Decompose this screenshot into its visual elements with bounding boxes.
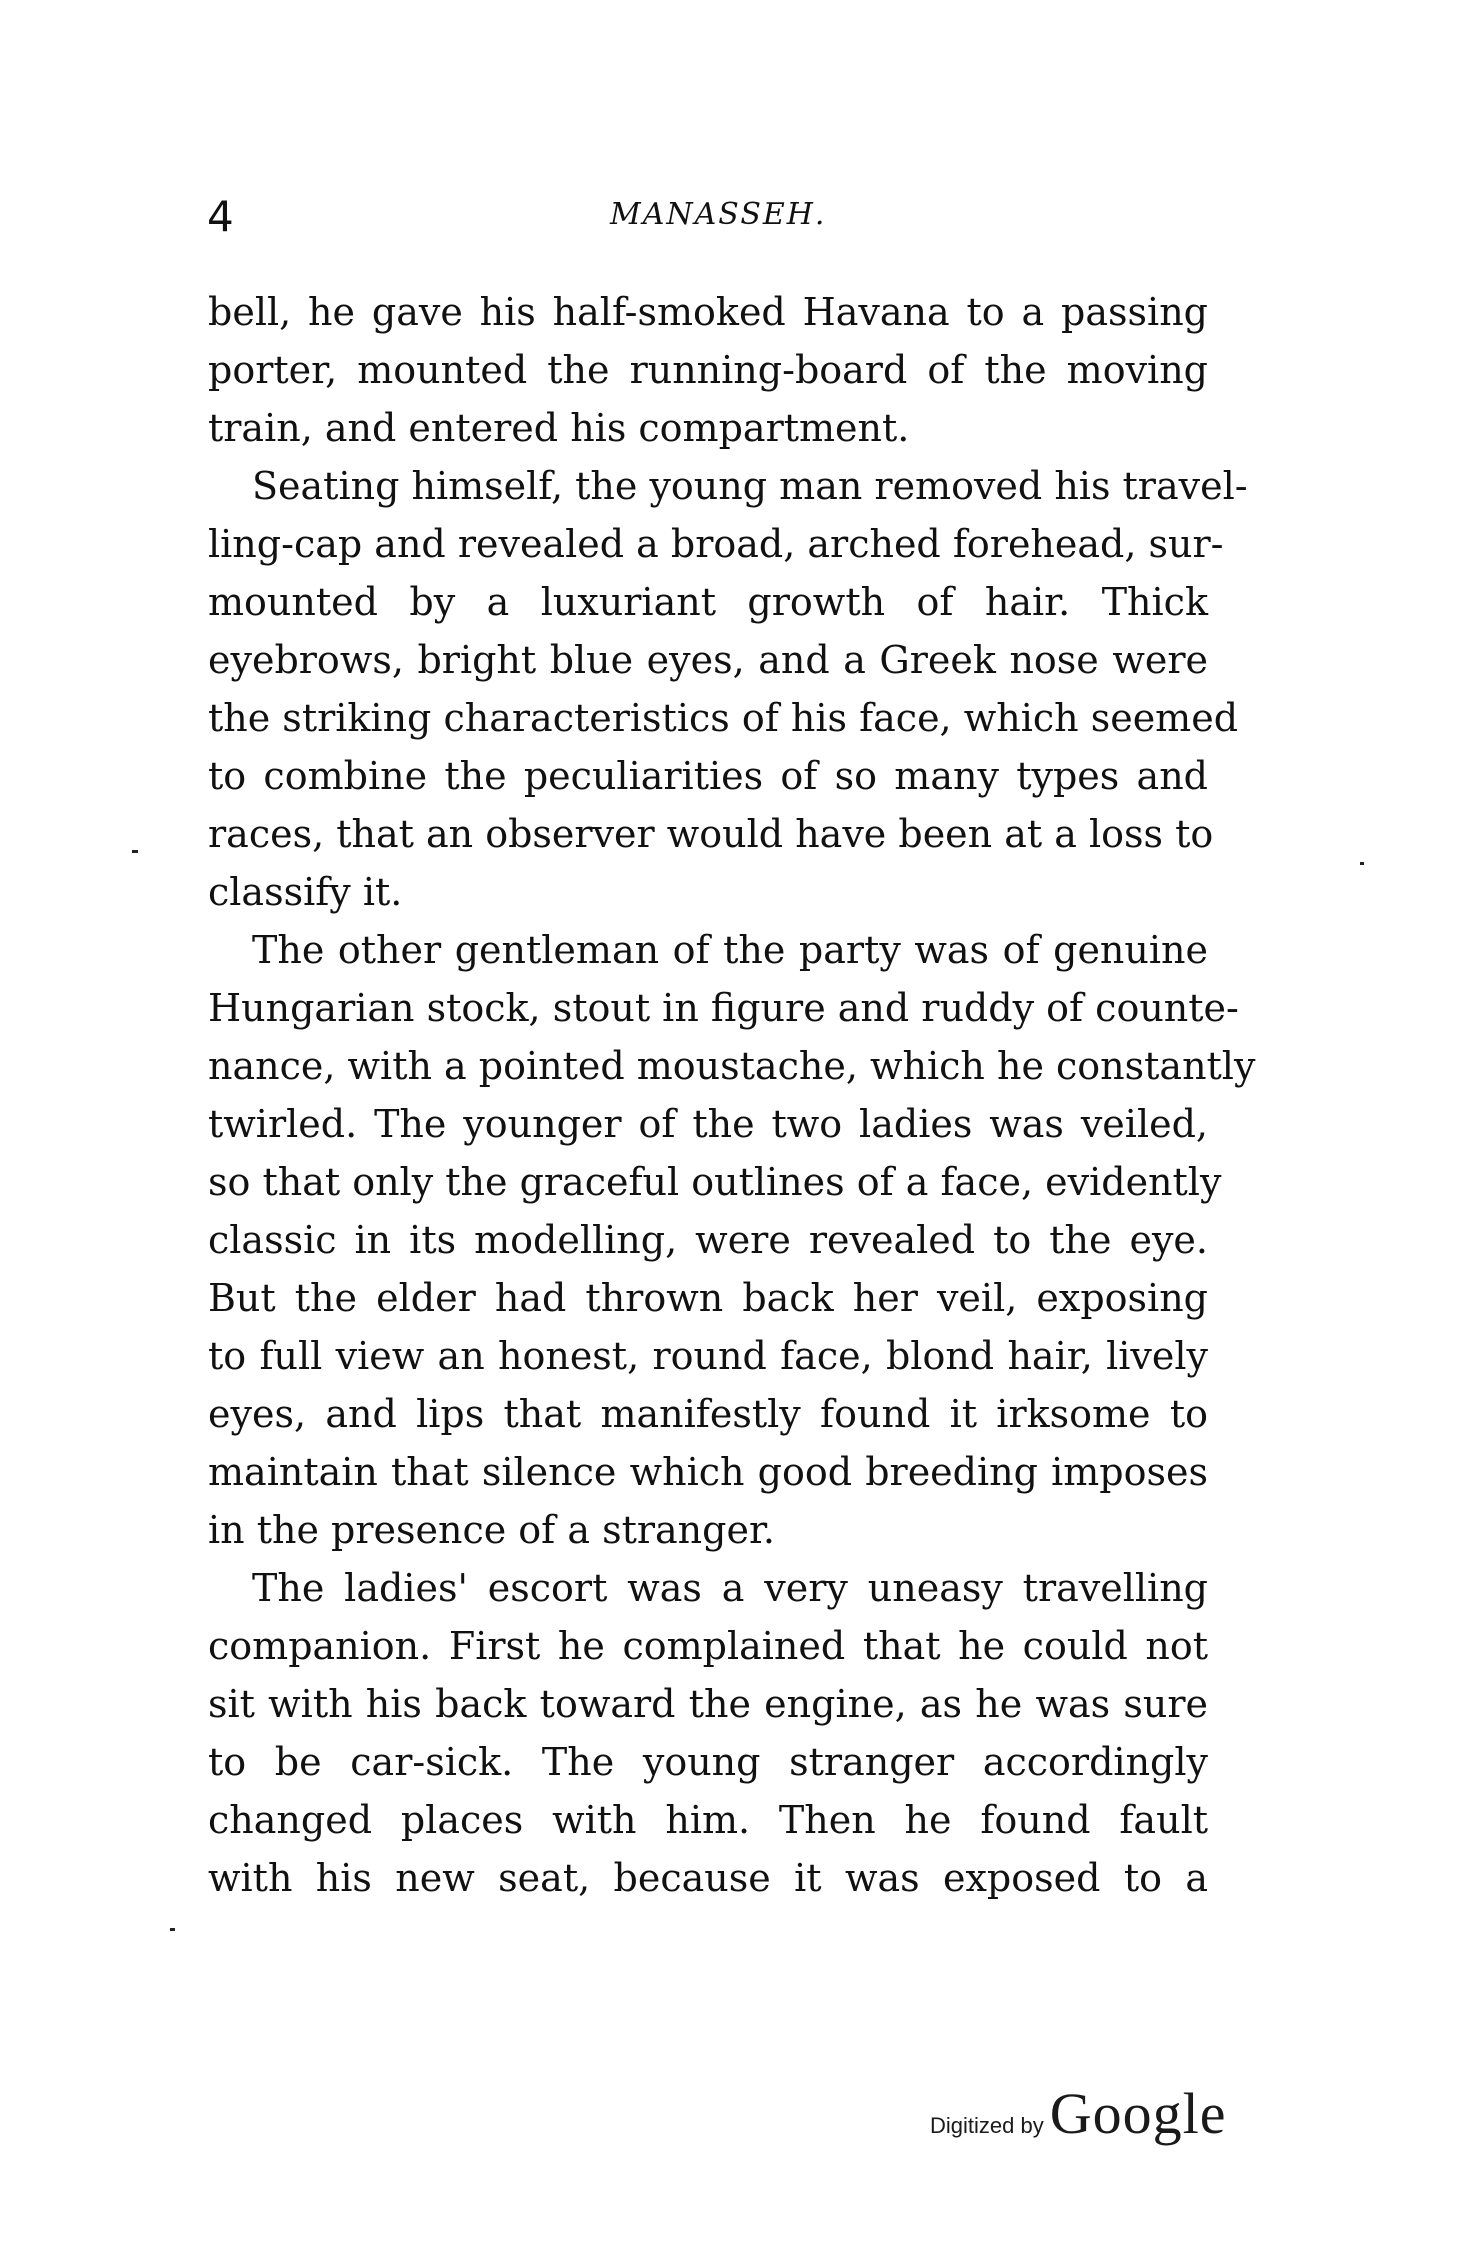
text-line: to be car-sick. The young stranger accordingly xyxy=(208,1740,1208,1784)
text-line: eyes, and lips that manifestly found it irksome to xyxy=(208,1392,1208,1436)
text-line: twirled. The younger of the two ladies was veiled, xyxy=(208,1102,1208,1146)
text-line: But the elder had thrown back her veil, exposing xyxy=(208,1276,1208,1320)
text-line: classic in its modelling, were revealed to the eye. xyxy=(208,1218,1208,1262)
scan-speck xyxy=(132,850,138,853)
digitized-by-google-watermark xyxy=(930,2080,1226,2147)
text-line: so that only the graceful outlines of a face, evidently xyxy=(208,1160,1222,1204)
text-line: porter, mounted the running-board of the moving xyxy=(208,348,1208,392)
text-line: mounted by a luxuriant growth of hair. Thick xyxy=(208,580,1208,624)
text-line: The ladies' escort was a very uneasy travelling xyxy=(252,1566,1208,1610)
text-line: the striking characteristics of his face, which seemed xyxy=(208,696,1239,740)
text-line: companion. First he complained that he could not xyxy=(208,1624,1208,1668)
running-head: MANASSEH. xyxy=(610,197,827,232)
page-number: 4 xyxy=(207,192,234,241)
scan-speck xyxy=(170,1928,175,1931)
text-line: Seating himself, the young man removed his travel- xyxy=(252,464,1248,508)
scan-speck xyxy=(1360,862,1364,865)
google-logo-text: Google xyxy=(1049,2081,1227,2146)
text-line: changed places with him. Then he found fault xyxy=(208,1798,1208,1842)
text-line: ling-cap and revealed a broad, arched forehead, sur- xyxy=(208,522,1224,566)
text-line: to combine the peculiarities of so many types and xyxy=(208,754,1208,798)
text-line: Hungarian stock, stout in figure and ruddy of counte- xyxy=(208,986,1239,1030)
text-line: to full view an honest, round face, blond hair, lively xyxy=(208,1334,1208,1378)
text-line: with his new seat, because it was exposed to a xyxy=(208,1856,1208,1900)
text-line: The other gentleman of the party was of genuine xyxy=(252,928,1208,972)
watermark-prefix: Digitized by xyxy=(930,2113,1044,2138)
text-line: in the presence of a stranger. xyxy=(208,1508,776,1552)
text-line: eyebrows, bright blue eyes, and a Greek nose were xyxy=(208,638,1208,682)
body-text xyxy=(208,283,1256,1907)
text-line: classify it. xyxy=(208,870,403,914)
text-line: maintain that silence which good breeding imposes xyxy=(208,1450,1208,1494)
text-line: train, and entered his compartment. xyxy=(208,406,910,450)
text-line: nance, with a pointed moustache, which he constantly xyxy=(208,1044,1256,1088)
text-line: bell, he gave his half-smoked Havana to a passing xyxy=(208,290,1208,334)
text-line: sit with his back toward the engine, as he was sure xyxy=(208,1682,1208,1726)
text-line: races, that an observer would have been at a loss to xyxy=(208,812,1214,856)
